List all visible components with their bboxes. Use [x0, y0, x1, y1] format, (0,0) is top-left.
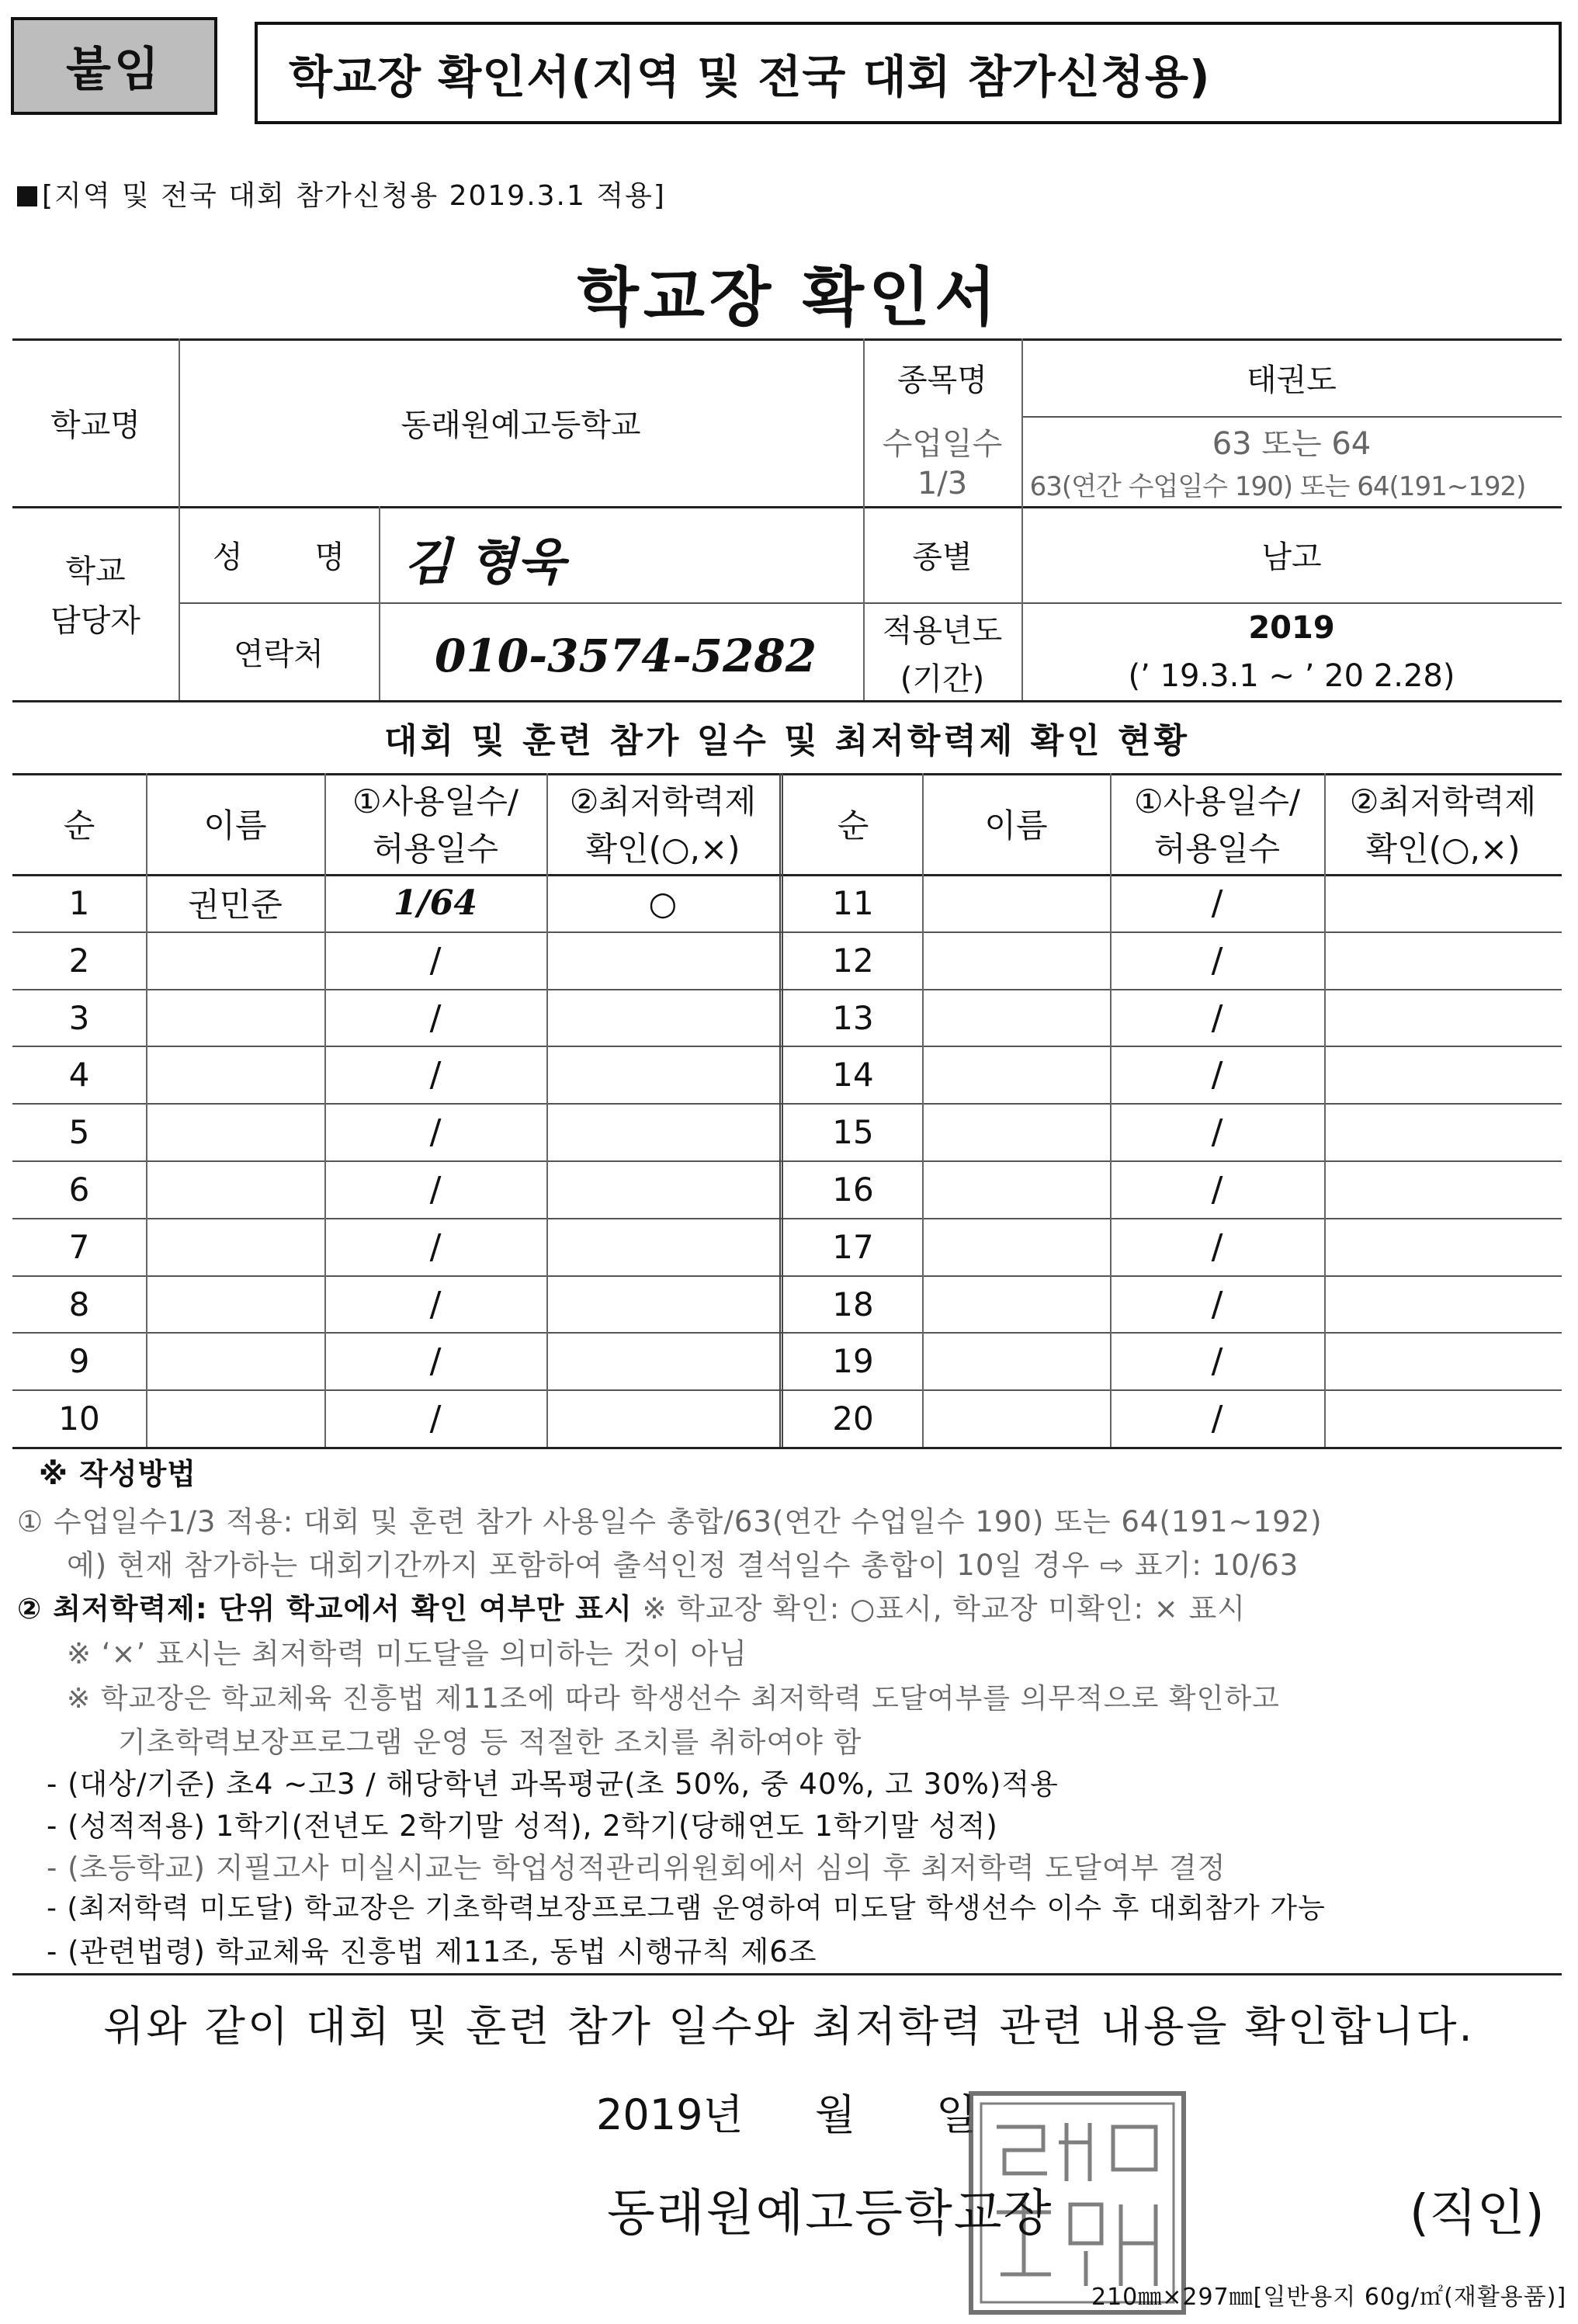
contact-handwritten: 010-3574-5282 [435, 630, 817, 682]
square-bullet-icon [17, 186, 37, 206]
header-min-line1-right: ②최저학력제 [1349, 782, 1537, 820]
detail-2: - (성적적용) 1학기(전년도 2학기말 성적), 2학기(당해연도 1학기말 성적) [47, 1809, 998, 1843]
table-left-row-10-check [546, 1389, 779, 1447]
table-left-row-7-name [146, 1218, 324, 1275]
year-label-line1: 적용년도 [882, 612, 1003, 649]
notes-bottom-rule [12, 1973, 1562, 1975]
table-left-row-6-name [146, 1160, 324, 1218]
table-left-row-1-check: ○ [648, 883, 678, 922]
table-right-row-3-name [922, 989, 1110, 1046]
date-day: 일 [936, 2090, 977, 2139]
table-right-row-5-check [1324, 1103, 1562, 1160]
seal-label: (직인) [1410, 2185, 1545, 2242]
table-right-row-10-num: 20 [832, 1399, 874, 1438]
principal-title: 동래원예고등학교장 [607, 2185, 1053, 2242]
table-right-row-4-check [1324, 1046, 1562, 1103]
table-right-row-1-num: 11 [832, 883, 874, 922]
table-right-row-4-name [922, 1046, 1110, 1103]
table-left-row-3-name [146, 989, 324, 1046]
contact-label: 연락처 [234, 636, 324, 672]
table-left-row-2-num: 2 [68, 941, 90, 980]
table-right-row-1-check [1324, 874, 1562, 931]
table-left-row-9-days: / [429, 1341, 442, 1381]
table-left-row-6-num: 6 [68, 1170, 90, 1209]
table-left-row-5-name [146, 1103, 324, 1160]
table-right-row-9-name [922, 1332, 1110, 1389]
year-period: (’ 19.3.1 ~ ’ 20 2.28) [1128, 658, 1455, 694]
date-month: 월 [815, 2090, 856, 2139]
attachment-tag: 붙임 [11, 17, 217, 115]
table-right-row-8-num: 18 [832, 1285, 874, 1323]
table-right-row-2-name [922, 931, 1110, 989]
manager-label-line1: 학교 [65, 553, 126, 589]
table-right-row-6-check [1324, 1160, 1562, 1218]
note-4b: 기초학력보장프로그램 운영 등 적절한 조치를 취하여야 함 [118, 1726, 862, 1759]
note-2-bold: ② 최저학력제: 단위 학교에서 확인 여부만 표시 [17, 1592, 633, 1625]
detail-3: - (초등학교) 지필고사 미실시교는 학업성적관리위원회에서 심의 후 최저학력 도달여부 결정 [47, 1851, 1226, 1885]
participation-section-title: 대회 및 훈련 참가 일수 및 최저학력제 확인 현황 [383, 721, 1191, 761]
header-num-right: 순 [837, 806, 869, 845]
manager-label-line2: 담당자 [50, 602, 140, 639]
table-left-row-10-num: 10 [58, 1399, 100, 1438]
days-label-line1: 수업일수 [882, 425, 1003, 462]
table-right-row-3-num: 13 [832, 998, 874, 1037]
table-right-row-9-num: 19 [832, 1341, 874, 1380]
table-right-row-2-num: 12 [832, 941, 874, 980]
detail-4: - (최저학력 미도달) 학교장은 기초학력보장프로그램 운영하여 미도달 학생선수 이수 후 대회참가 가능 [47, 1892, 1326, 1924]
table-left-row-3-check [546, 989, 779, 1046]
table-left-row-3-days: / [429, 997, 442, 1038]
note-2-rest: ※ 학교장 확인: ○표시, 학교장 미확인: × 표시 [642, 1592, 1246, 1625]
school-name-value: 동래원예고등학교 [401, 407, 641, 443]
header-name-right: 이름 [984, 806, 1048, 845]
table-left-row-2-days: / [429, 940, 442, 980]
table-bottom-rule [12, 1447, 1562, 1449]
page-title: 학교장 확인서 [577, 261, 1001, 335]
table-right-row-7-name [922, 1218, 1110, 1275]
table-right-row-6-days: / [1211, 1169, 1223, 1209]
table-left-row-2-check [546, 931, 779, 989]
event-value: 태권도 [1247, 362, 1337, 398]
table-left-row-9-name [146, 1332, 324, 1389]
table-right-row-7-num: 17 [832, 1227, 874, 1266]
table-right-row-5-num: 15 [832, 1112, 874, 1151]
table-right-row-8-check [1324, 1275, 1562, 1333]
header-days-line1-right: ①사용일수/ [1133, 782, 1301, 820]
note-1a: ① 수업일수1/3 적용: 대회 및 훈련 참가 사용일수 총합/63(연간 수업일수 190) 또는 64(191~192) [17, 1505, 1323, 1538]
table-right-row-8-days: / [1211, 1284, 1223, 1324]
table-right-row-5-days: / [1211, 1112, 1223, 1152]
table-left-row-7-days: / [429, 1226, 442, 1267]
header-name: 이름 [203, 806, 267, 845]
header-days-line2: 허용일수 [372, 830, 499, 868]
table-right-row-10-check [1324, 1389, 1562, 1447]
event-label: 종목명 [897, 362, 987, 398]
table-left-row-1-num: 1 [68, 883, 90, 922]
manager-name-handwritten: 김 형욱 [404, 533, 565, 591]
table-left-row-4-days: / [429, 1054, 442, 1094]
school-name-label: 학교명 [50, 407, 140, 443]
table-right-row-1-name [922, 874, 1110, 931]
table-left-row-4-check [546, 1046, 779, 1103]
header-min-line2: 확인(○,×) [585, 830, 740, 868]
table-right-row-7-days: / [1211, 1226, 1223, 1267]
confirmation-statement: 위와 같이 대회 및 훈련 참가 일수와 최저학력 관련 내용을 확인합니다. [103, 2002, 1475, 2051]
table-right-row-3-check [1324, 989, 1562, 1046]
detail-5: - (관련법령) 학교체육 진흥법 제11조, 동법 시행규칙 제6조 [47, 1935, 817, 1968]
table-right-row-10-days: / [1211, 1398, 1223, 1438]
table-left-row-8-days: / [429, 1284, 442, 1324]
table-left-row-3-num: 3 [68, 998, 90, 1037]
table-right-row-6-num: 16 [832, 1170, 874, 1209]
gender-label: 종별 [912, 539, 973, 575]
days-value-line2: 63(연간 수업일수 190) 또는 64(191~192) [1029, 470, 1526, 502]
table-left-row-8-check [546, 1275, 779, 1333]
table-right-row-2-check [1324, 931, 1562, 989]
table-left-row-2-name [146, 931, 324, 989]
table-right-row-5-name [922, 1103, 1110, 1160]
table-left-row-1-name: 권민준 [188, 886, 283, 924]
year-value: 2019 [1248, 610, 1335, 646]
info-rule [1021, 416, 1562, 418]
table-right-row-4-num: 14 [832, 1055, 874, 1094]
note-1b: 예) 현재 참가하는 대회기간까지 포함하여 출석인정 결석일수 총합이 10일 경우 ⇨ 표기: 10/63 [67, 1549, 1299, 1582]
table-right-row-8-name [922, 1275, 1110, 1333]
table-left-row-8-name [146, 1275, 324, 1333]
table-left-row-5-days: / [429, 1112, 442, 1152]
table-left-row-8-num: 8 [68, 1285, 90, 1323]
table-left-row-10-days: / [429, 1398, 442, 1438]
applied-note-text: [지역 및 전국 대회 참가신청용 2019.3.1 적용] [42, 180, 666, 212]
table-right-row-9-days: / [1211, 1341, 1223, 1381]
table-right-row-1-days: / [1211, 883, 1223, 923]
name-label: 성 명 [213, 539, 376, 575]
table-center-divider [779, 773, 783, 1447]
table-left-row-5-check [546, 1103, 779, 1160]
table-right-row-3-days: / [1211, 997, 1223, 1038]
table-left-row-7-num: 7 [68, 1227, 90, 1266]
table-left-row-9-check [546, 1332, 779, 1389]
info-divider [379, 506, 380, 700]
table-left-row-4-name [146, 1046, 324, 1103]
days-value-line1: 63 또는 64 [1212, 425, 1372, 462]
header-days-line1: ①사용일수/ [352, 782, 519, 820]
table-left-row-4-num: 4 [68, 1055, 90, 1094]
table-right-row-2-days: / [1211, 940, 1223, 980]
header-min-line2-right: 확인(○,×) [1365, 830, 1521, 868]
note-4a: ※ 학교장은 학교체육 진흥법 제11조에 따라 학생선수 최저학력 도달여부를 의무적으로 확인하고 [67, 1683, 1280, 1715]
table-left-row-5-num: 5 [68, 1112, 90, 1151]
table-right-row-10-name [922, 1389, 1110, 1447]
applied-note [17, 174, 666, 213]
gender-value: 남고 [1261, 539, 1322, 575]
notes-title: ※ 작성방법 [39, 1457, 197, 1491]
header-min-line1: ②최저학력제 [569, 782, 757, 820]
paper-spec: 210㎜×297㎜[일반용지 60g/㎡(재활용품)] [1091, 2284, 1567, 2311]
days-label-line2: 1/3 [917, 466, 968, 501]
table-left-row-10-name [146, 1389, 324, 1447]
year-label-line2: (기간) [900, 661, 985, 697]
table-left-row-6-days: / [429, 1169, 442, 1209]
date-year: 2019년 [596, 2090, 744, 2139]
table-right-row-4-days: / [1211, 1054, 1223, 1094]
header-days-line2-right: 허용일수 [1153, 830, 1281, 868]
table-left-row-1-days: 1/64 [394, 883, 477, 923]
table-right-row-9-check [1324, 1332, 1562, 1389]
table-right-row-7-check [1324, 1218, 1562, 1275]
detail-1: - (대상/기준) 초4 ~고3 / 해당학년 과목평균(초 50%, 중 40%, 고 30%)적용 [47, 1767, 1059, 1801]
header-num: 순 [63, 806, 95, 845]
table-left-row-6-check [546, 1160, 779, 1218]
table-right-row-6-name [922, 1160, 1110, 1218]
table-left-row-7-check [546, 1218, 779, 1275]
document-header-title: 학교장 확인서(지역 및 전국 대회 참가신청용) [255, 22, 1562, 124]
table-left-row-9-num: 9 [68, 1341, 90, 1380]
note-3: ※ ‘×’ 표시는 최저학력 미도달을 의미하는 것이 아님 [67, 1637, 747, 1670]
